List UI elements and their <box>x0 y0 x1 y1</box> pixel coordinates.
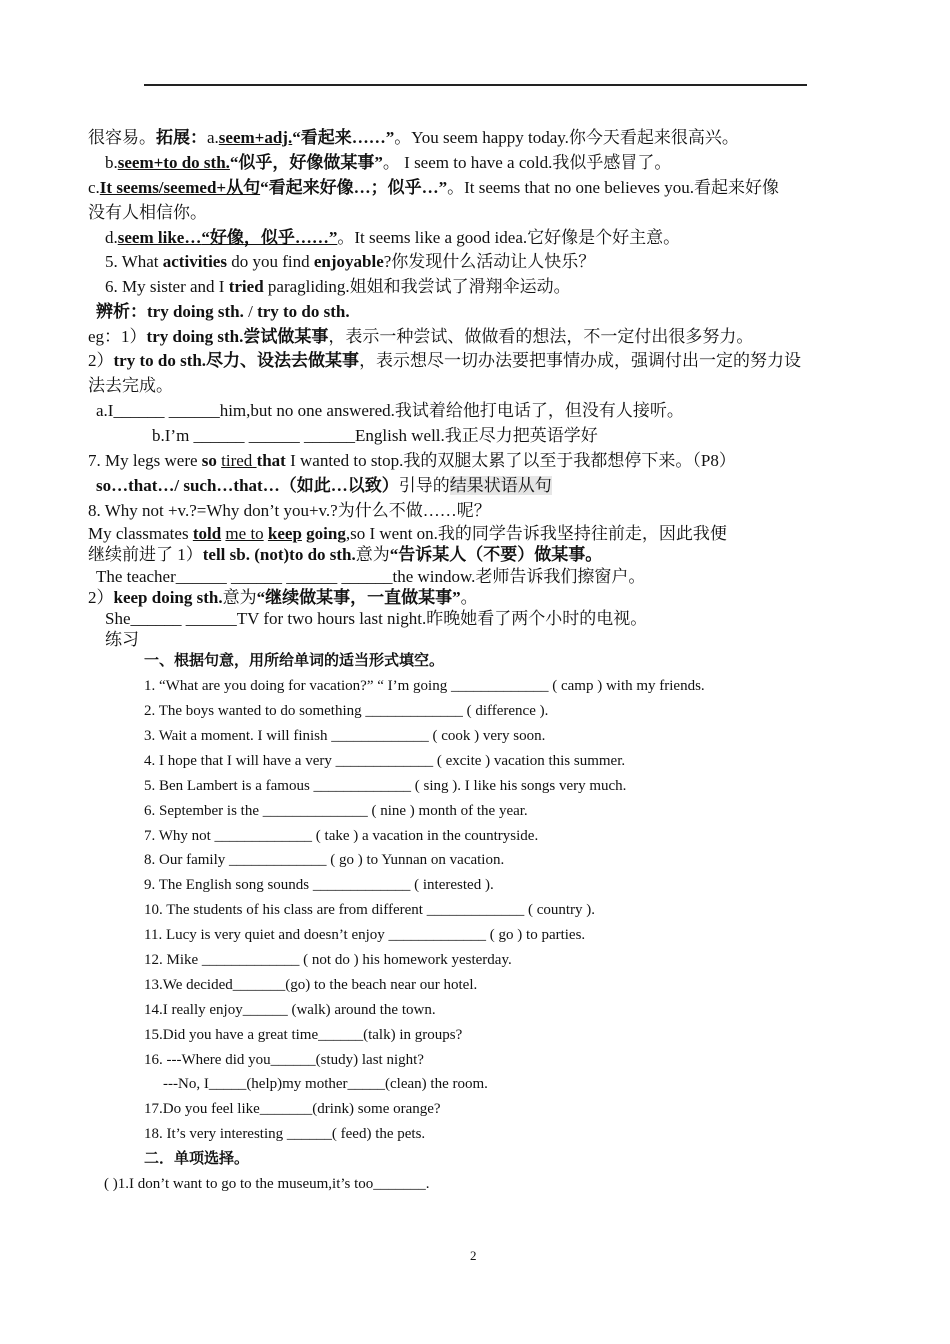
text: c. <box>88 178 100 197</box>
text: 7. My legs were <box>88 451 202 470</box>
text: tell sb. (not)to do sth. <box>202 545 356 564</box>
text: 。 <box>460 588 478 607</box>
exercise-item: 6. September is the ______________ ( nine ) month of the year. <box>144 803 528 819</box>
note-line-21: She______ ______TV for two hours last night.昨晚她看了两个小时的电视。 <box>105 609 648 628</box>
text: 很容易。 <box>88 128 156 147</box>
text: 5. What <box>105 252 163 271</box>
exercise-item: 16. ---Where did you______(study) last night? <box>144 1052 424 1068</box>
note-line-3 <box>88 177 779 199</box>
note-line-16: 8. Why not +v.?=Why don’t you+v.?为什么不做……呢？ <box>88 501 491 520</box>
text: 辨析：try doing sth. <box>96 302 244 321</box>
text: “告诉某人（不要）做某事。 <box>389 545 603 564</box>
note-line-1 <box>88 127 739 149</box>
text: seem+to do sth. <box>117 153 230 172</box>
text: / <box>243 302 258 321</box>
text: that <box>256 451 286 470</box>
text: My classmates <box>88 524 193 543</box>
text: try to do sth.尽力、设法去做某事 <box>113 351 360 370</box>
text: 意为 <box>222 588 257 607</box>
exercise-item: ---No, I_____(help)my mother_____(clean) the room. <box>163 1076 488 1092</box>
exercise-item: 10. The students of his class are from different _____________ ( country ). <box>144 902 596 918</box>
exercise-item: 14.I really enjoy______ (walk) around the town. <box>144 1002 436 1018</box>
text: It seems/seemed+从句 <box>99 178 261 197</box>
header-rule <box>144 84 807 86</box>
practice-heading: 练习 <box>105 630 139 649</box>
text: a. <box>207 128 219 147</box>
text: 。You seem happy today.你今天看起来很高兴。 <box>394 128 739 147</box>
note-line-14 <box>88 450 736 472</box>
text: ，表示想尽一切办法要把事情办成，强调付出一定的努力设 <box>359 351 802 370</box>
text: do you find <box>226 252 314 271</box>
note-line-17 <box>88 523 727 545</box>
text: seem like… <box>117 228 202 247</box>
text: 拓展： <box>156 128 207 147</box>
text: d. <box>105 228 118 247</box>
exercise-item: 5. Ben Lambert is a famous _____________ ( sing ). I like his songs very much. <box>144 778 627 794</box>
text: keep doing sth. <box>113 588 223 607</box>
text: 引导的 <box>398 476 450 495</box>
text: enjoyable <box>313 252 384 271</box>
section-1-heading: 一、根据句意，用所给单词的适当形式填空。 <box>144 653 445 669</box>
text: 2） <box>88 588 114 607</box>
text: ,so I went on.我的同学告诉我坚持往前走，因此我便 <box>345 524 727 543</box>
exercise-item: 9. The English song sounds _____________ ( interested ). <box>144 877 494 893</box>
text: “好像，似乎……” <box>201 228 338 247</box>
text: eg：1） <box>88 327 147 346</box>
text: ，表示一种尝试、做做看的想法，不一定付出很多努力。 <box>328 327 754 346</box>
text: going <box>306 524 346 543</box>
note-line-2 <box>105 152 671 174</box>
note-line-4: 没有人相信你。 <box>88 203 207 222</box>
text: ?你发现什么活动让人快乐？ <box>383 252 596 271</box>
note-line-10 <box>88 350 801 372</box>
text: 继续前进了 1） <box>88 545 203 564</box>
page-number: 2 <box>470 1248 477 1263</box>
note-line-18 <box>88 544 602 566</box>
text: me to <box>225 524 264 543</box>
exercise-item: 7. Why not _____________ ( take ) a vacation in the countryside. <box>144 828 539 844</box>
note-line-15 <box>96 475 552 497</box>
exercise-item: 17.Do you feel like_______(drink) some orange? <box>144 1101 441 1117</box>
text: told <box>192 524 222 543</box>
text: activities <box>162 252 227 271</box>
text: 6. My sister and I <box>105 277 229 296</box>
note-line-8 <box>96 301 350 323</box>
text: 。It seems like a good idea.它好像是个好主意。 <box>337 228 681 247</box>
note-line-6 <box>105 251 595 273</box>
text: so <box>201 451 217 470</box>
text: try doing sth.尝试做某事 <box>146 327 329 346</box>
note-line-9 <box>88 326 753 348</box>
exercise-item: 8. Our family _____________ ( go ) to Yunnan on vacation. <box>144 852 505 868</box>
multiple-choice-item: ( )1.I don’t want to go to the museum,it’s too_______. <box>104 1176 430 1192</box>
note-line-20 <box>88 587 478 609</box>
text: keep <box>267 524 302 543</box>
exercise-item: 13.We decided_______(go) to the beach near our hotel. <box>144 977 478 993</box>
text: try to do sth. <box>257 302 350 321</box>
text: “看起来……” <box>292 128 395 147</box>
note-line-12: a.I______ ______him,but no one answered.我试着给他打电话了，但没有人接听。 <box>96 401 684 420</box>
text: paragliding.姐姐和我尝试了滑翔伞运动。 <box>263 277 571 296</box>
text: 意为 <box>355 545 390 564</box>
note-line-19: The teacher______ ______ ______ ______the window.老师告诉我们擦窗户。 <box>96 567 646 586</box>
exercise-item: 11. Lucy is very quiet and doesn’t enjoy _____________ ( go ) to parties. <box>144 927 586 943</box>
exercise-item: 2. The boys wanted to do something _____________ ( difference ). <box>144 703 549 719</box>
text: “看起来好像…；似乎…” <box>260 178 448 197</box>
exercise-item: 3. Wait a moment. I will finish _____________ ( cook ) very soon. <box>144 728 546 744</box>
text: so…that…/ such…that… <box>96 476 280 495</box>
text: tired <box>221 451 257 470</box>
text: 。It seems that no one believes you.看起来好像 <box>447 178 780 197</box>
text: 2） <box>88 351 114 370</box>
note-line-5 <box>105 227 680 249</box>
text: “似乎，好像做某事” <box>229 153 383 172</box>
exercise-item: 18. It’s very interesting ______( feed) the pets. <box>144 1126 426 1142</box>
note-line-13: b.I’m ______ ______ ______English well.我正尽力把英语学好 <box>152 426 598 445</box>
text: “继续做某事，一直做某事” <box>256 588 461 607</box>
exercise-item: 15.Did you have a great time______(talk) in groups? <box>144 1027 463 1043</box>
exercise-item: 1. “What are you doing for vacation?” “ I’m going _____________ ( camp ) with my friends. <box>144 678 705 694</box>
section-2-heading: 二．单项选择。 <box>144 1151 250 1167</box>
text: b. <box>105 153 118 172</box>
exercise-item: 4. I hope that I will have a very _____________ ( excite ) vacation this summer. <box>144 753 626 769</box>
text: 结果状语从句 <box>449 476 552 495</box>
text: tried <box>228 277 264 296</box>
text: seem+adj. <box>218 128 293 147</box>
text: 。 I seem to have a cold.我似乎感冒了。 <box>382 153 672 172</box>
note-line-11: 法去完成。 <box>88 376 173 395</box>
exercise-item: 12. Mike _____________ ( not do ) his homework yesterday. <box>144 952 512 968</box>
note-line-7 <box>105 276 571 298</box>
text: I wanted to stop.我的双腿太累了以至于我都想停下来。（P8） <box>285 451 736 470</box>
text: （如此…以致） <box>279 476 399 495</box>
